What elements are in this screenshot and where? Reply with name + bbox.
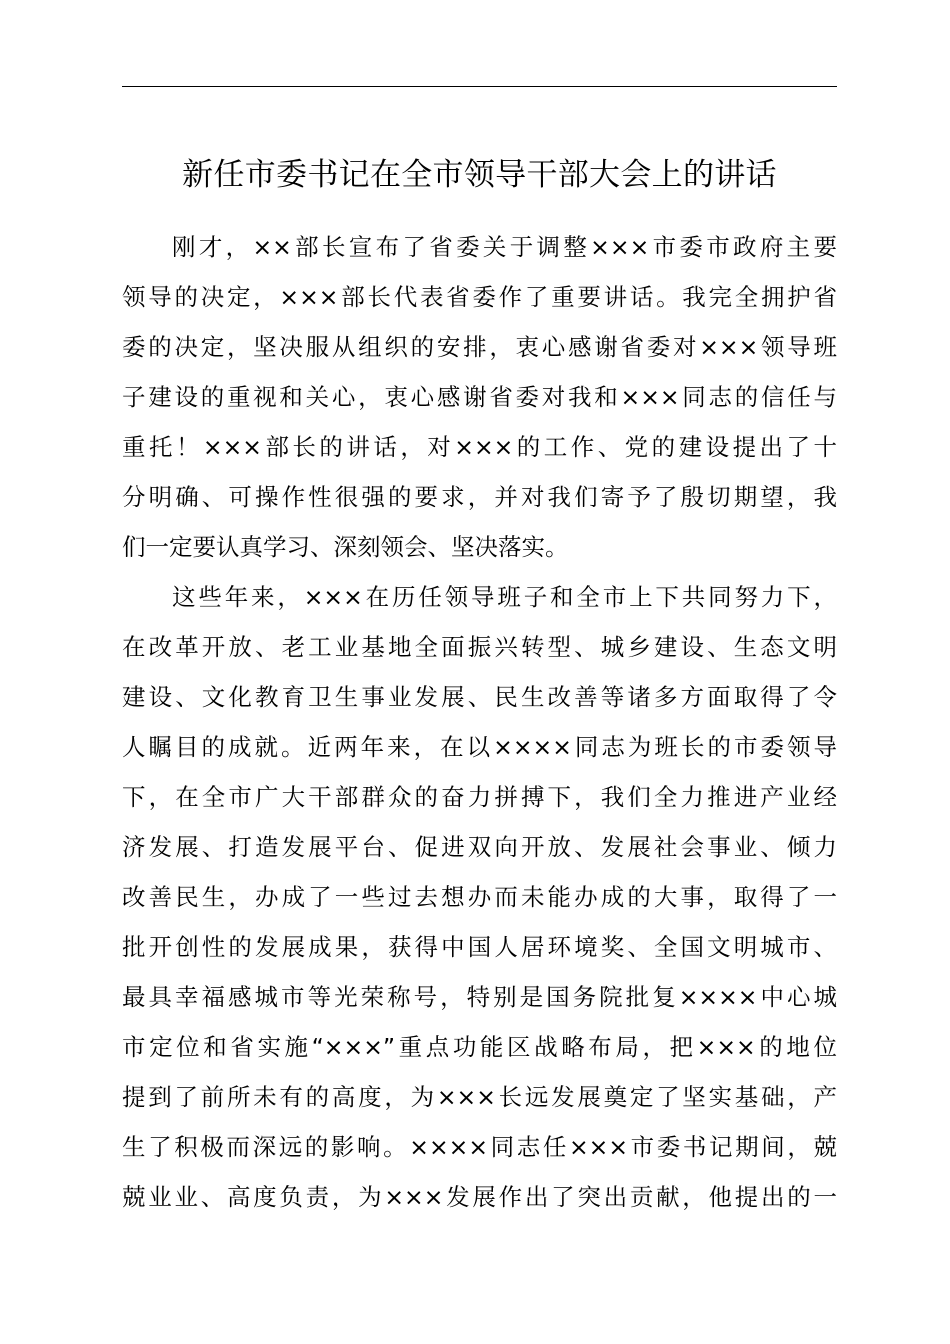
paragraph-line: 兢业业、高度负责，为×××发展作出了突出贡献，他提出的一 bbox=[122, 1183, 837, 1211]
paragraph-line: 们一定要认真学习、深刻领会、坚决落实。 bbox=[122, 533, 569, 561]
paragraph-line: 重托！×××部长的讲话，对×××的工作、党的建设提出了十 bbox=[122, 433, 837, 461]
paragraph-line: 改善民生，办成了一些过去想办而未能办成的大事，取得了一 bbox=[122, 883, 837, 911]
paragraph-1 bbox=[122, 222, 837, 572]
paragraph-line: 提到了前所未有的高度，为×××长远发展奠定了坚实基础，产 bbox=[122, 1083, 837, 1111]
paragraph-line: 市定位和省实施“×××”重点功能区战略布局，把×××的地位 bbox=[122, 1033, 837, 1061]
paragraph-line: 批开创性的发展成果，获得中国人居环境奖、全国文明城市、 bbox=[122, 933, 837, 961]
document-body bbox=[122, 222, 837, 1222]
paragraph-line: 最具幸福感城市等光荣称号，特别是国务院批复××××中心城 bbox=[122, 983, 837, 1011]
paragraph-line: 建设、文化教育卫生事业发展、民生改善等诸多方面取得了令 bbox=[122, 683, 837, 711]
paragraph-line: 这些年来，×××在历任领导班子和全市上下共同努力下， bbox=[172, 583, 837, 611]
paragraph-line: 领导的决定，×××部长代表省委作了重要讲话。我完全拥护省 bbox=[122, 283, 837, 311]
paragraph-line: 在改革开放、老工业基地全面振兴转型、城乡建设、生态文明 bbox=[122, 633, 837, 661]
paragraph-2 bbox=[122, 572, 837, 1222]
paragraph-line: 下，在全市广大干部群众的奋力拼搏下，我们全力推进产业经 bbox=[122, 783, 837, 811]
paragraph-line: 生了积极而深远的影响。××××同志任×××市委书记期间，兢 bbox=[122, 1133, 837, 1161]
document-title: 新任市委书记在全市领导干部大会上的讲话 bbox=[182, 157, 777, 193]
paragraph-line: 子建设的重视和关心，衷心感谢省委对我和×××同志的信任与 bbox=[122, 383, 837, 411]
paragraph-line: 刚才，××部长宣布了省委关于调整×××市委市政府主要 bbox=[172, 233, 837, 261]
paragraph-line: 人瞩目的成就。近两年来，在以××××同志为班长的市委领导 bbox=[122, 733, 837, 761]
header-rule bbox=[122, 86, 837, 87]
paragraph-line: 分明确、可操作性很强的要求，并对我们寄予了殷切期望，我 bbox=[122, 483, 837, 511]
paragraph-line: 济发展、打造发展平台、促进双向开放、发展社会事业、倾力 bbox=[122, 833, 837, 861]
paragraph-line: 委的决定，坚决服从组织的安排，衷心感谢省委对×××领导班 bbox=[122, 333, 837, 361]
